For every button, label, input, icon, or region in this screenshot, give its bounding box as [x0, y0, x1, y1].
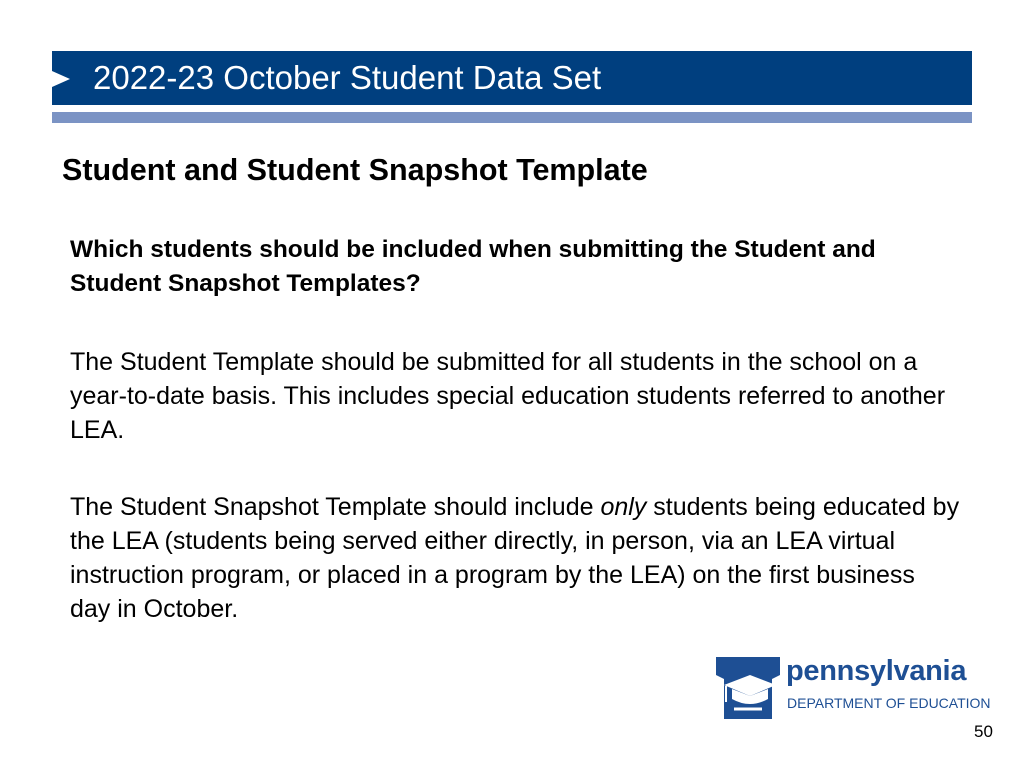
paragraph-snapshot-emphasis: only	[600, 493, 647, 521]
keystone-graduation-cap-icon	[714, 655, 782, 719]
header-title: 2022-23 October Student Data Set	[93, 59, 602, 96]
header-arrow-icon	[52, 71, 70, 87]
paragraph-snapshot-after: students being educated by the LEA (students being served either directly, in person, via an LEA virtual instruction program, or placed in a program by the LEA) on the first business day in October.	[70, 493, 960, 623]
paragraph-student-template: The Student Template should be submitted for all students in the school on a year-to-date basis. This includes special education students referred to another LEA.	[70, 348, 946, 444]
page-number: 50	[974, 722, 993, 741]
question-text: Which students should be included when submitting the Student and Student Snapshot Templates?	[70, 236, 876, 297]
logo-name: pennsylvania	[786, 655, 967, 687]
logo-department: DEPARTMENT OF EDUCATION	[787, 695, 991, 711]
paragraph-snapshot-before: The Student Snapshot Template should include	[70, 493, 601, 521]
paragraph-snapshot-template	[70, 490, 960, 626]
slide-title: Student and Student Snapshot Template	[62, 153, 648, 187]
pa-education-logo	[714, 655, 991, 721]
header-stripe	[52, 112, 972, 123]
